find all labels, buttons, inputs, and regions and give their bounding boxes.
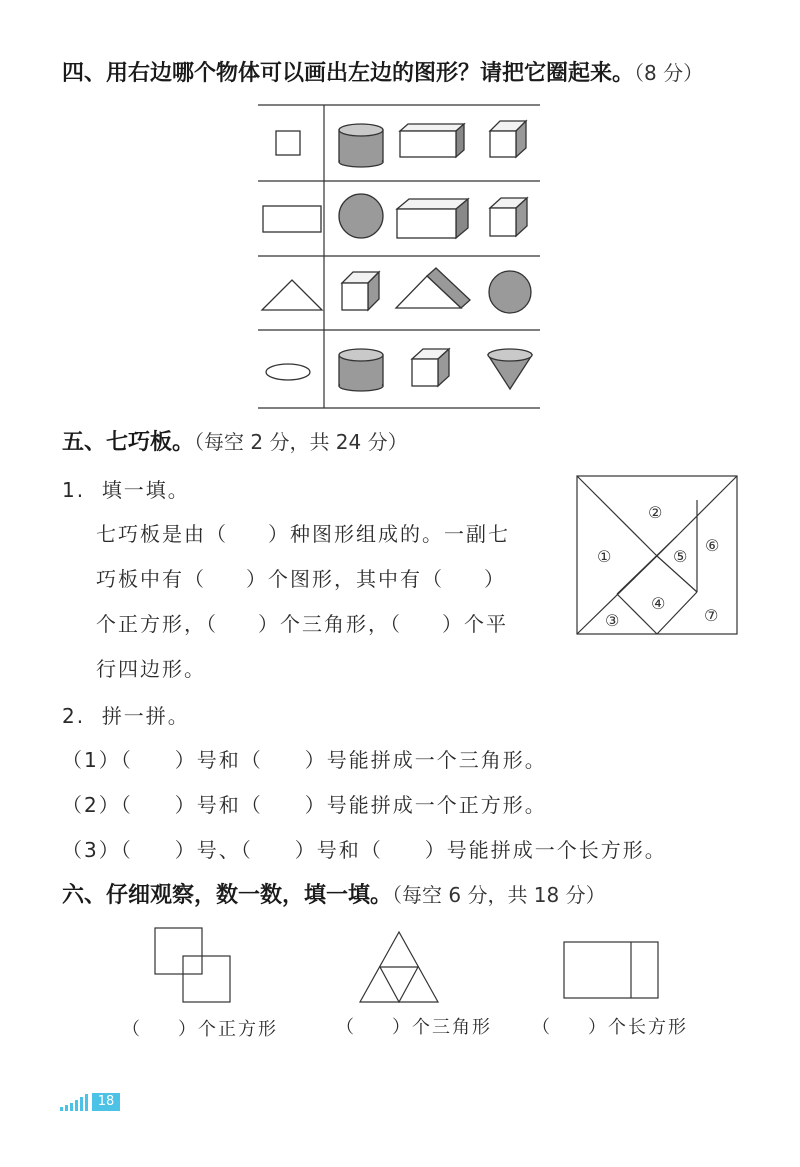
q1-title: 1. 填一填。 bbox=[62, 478, 190, 502]
q2-item: （3）（ ）号、（ ）号和（ ）号能拼成一个长方形。 bbox=[62, 838, 667, 862]
page-bars-icon bbox=[60, 1093, 92, 1111]
q2-item: （1）（ ）号和（ ）号能拼成一个三角形。 bbox=[62, 748, 547, 772]
section4-title: 四、用右边哪个物体可以画出左边的图形？请把它圈起来。（8 分） bbox=[62, 61, 704, 86]
tangram-label-5: ⑤ bbox=[673, 547, 688, 566]
q1-line: 个正方形，（ ）个三角形，（ ）个平 bbox=[96, 612, 508, 636]
count-answer-rectangles: （ ）个长方形 bbox=[532, 1017, 688, 1038]
q2-title: 2. 拼一拼。 bbox=[62, 704, 190, 728]
section6-title: 六、仔细观察，数一数，填一填。（每空 6 分，共 18 分） bbox=[62, 883, 606, 908]
tangram-label-3: ③ bbox=[605, 611, 620, 630]
rectangle-split-figure bbox=[564, 942, 658, 998]
count-answer-squares: （ ）个正方形 bbox=[122, 1019, 278, 1040]
tangram-label-6: ⑥ bbox=[705, 536, 720, 555]
tangram-label-4: ④ bbox=[651, 594, 666, 613]
tangram-label-7: ⑦ bbox=[704, 606, 719, 625]
tangram-label-1: ① bbox=[597, 547, 612, 566]
section5-title: 五、七巧板。（每空 2 分，共 24 分） bbox=[62, 430, 408, 455]
triangle-grid-figure bbox=[360, 932, 438, 1002]
q2-item: （2）（ ）号和（ ）号能拼成一个正方形。 bbox=[62, 793, 547, 817]
q1-line: 巧板中有（ ）个图形，其中有（ ） bbox=[96, 567, 506, 591]
overlapping-squares-figure bbox=[155, 928, 230, 1002]
q1-line: 七巧板是由（ ）种图形组成的。一副七 bbox=[96, 522, 510, 546]
page-number: 18 bbox=[92, 1093, 120, 1111]
count-answer-triangles: （ ）个三角形 bbox=[336, 1017, 492, 1038]
q1-line: 行四边形。 bbox=[96, 657, 206, 681]
tangram-label-2: ② bbox=[648, 503, 663, 522]
